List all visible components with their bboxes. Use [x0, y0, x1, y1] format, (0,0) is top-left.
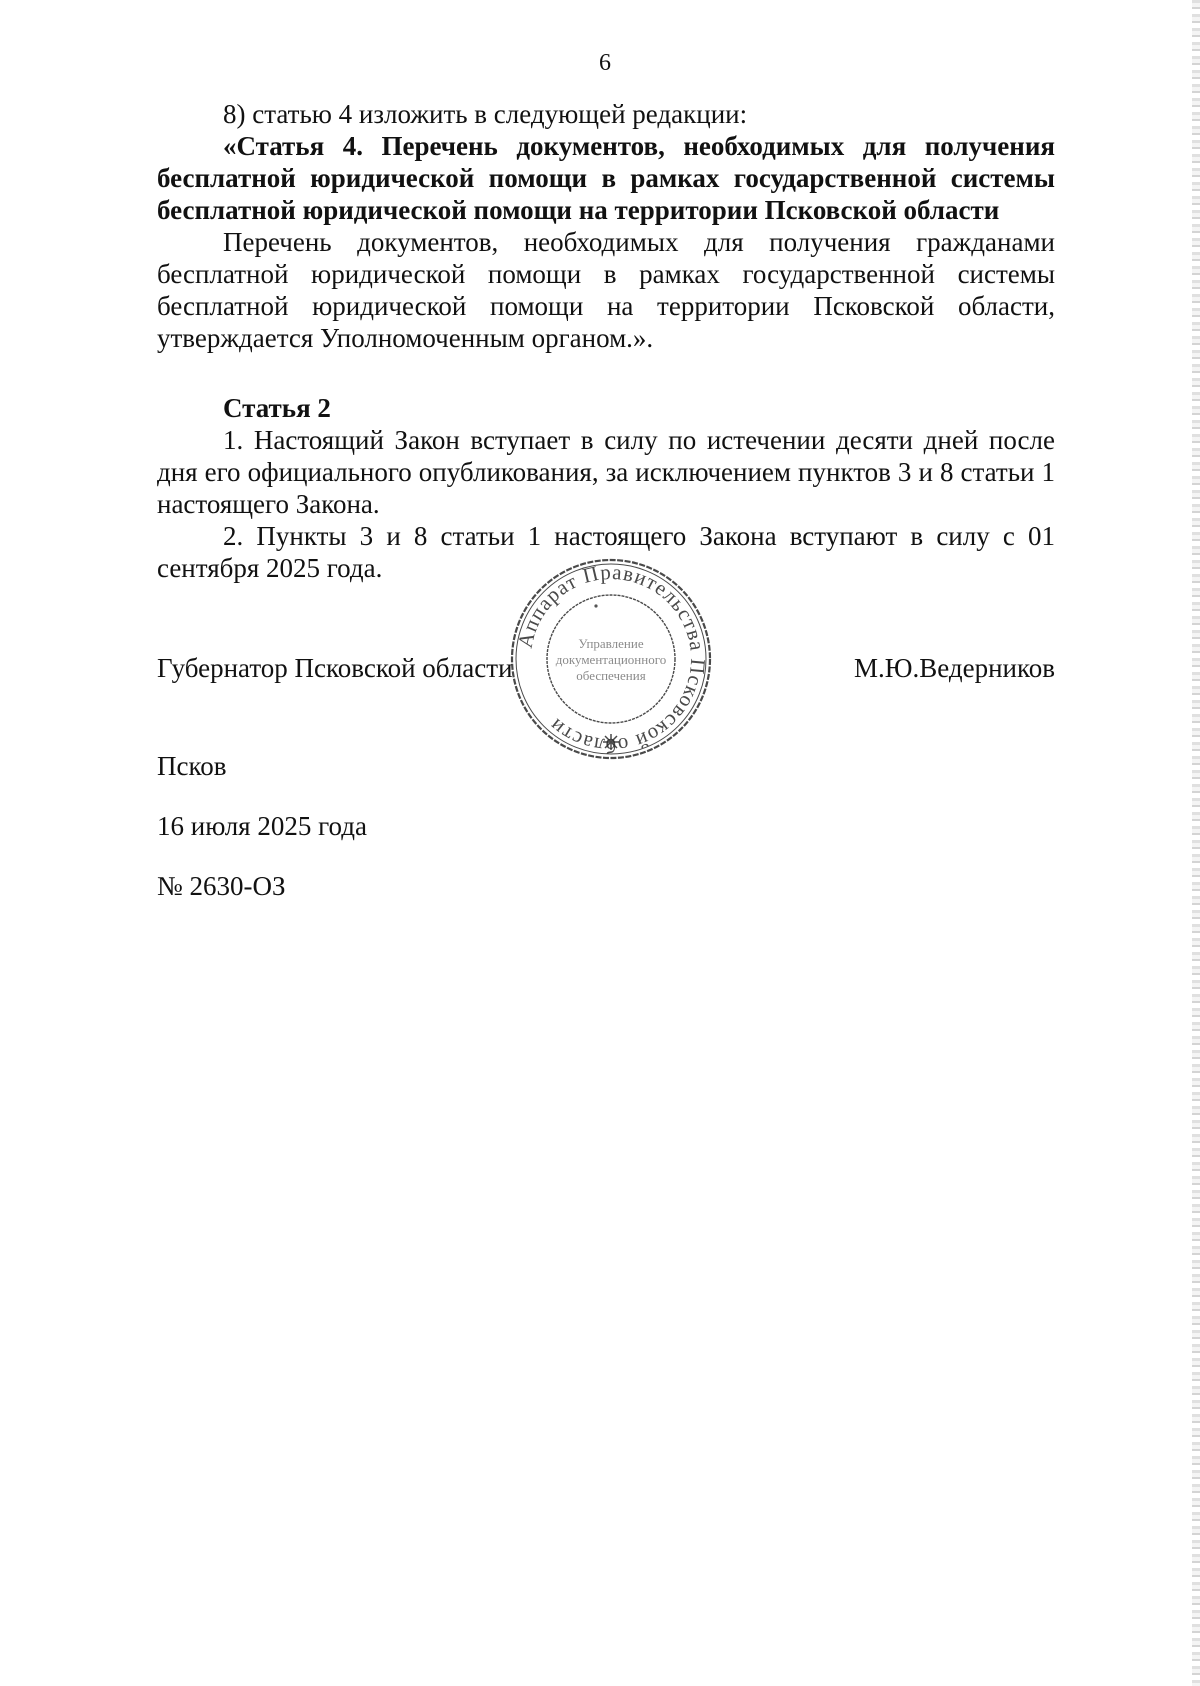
article-2-clause-2: 2. Пункты 3 и 8 статьи 1 настоящего Закона вступают в силу с 01 сентября 2025 года.: [157, 521, 1055, 583]
signatory-position: Губернатор Псковской области: [157, 653, 513, 683]
scan-edge-artifact: [1192, 0, 1200, 1686]
page-number: 6: [599, 50, 611, 76]
official-seal-stamp: [508, 556, 714, 762]
stamp-inner-line-2: документационного: [555, 652, 667, 667]
footer-date: 16 июля 2025 года: [157, 811, 367, 841]
article-4-text: Перечень документов, необходимых для получения гражданами бесплатной юридической помощи в рамках государственной системы бесплатной юридической помощи на территории Псковской области, утверждается Уполномоченным органом.».: [157, 227, 1055, 353]
article-2-clause-1: 1. Настоящий Закон вступает в силу по истечении десяти дней после дня его официального опубликования, за исключением пунктов 3 и 8 статьи 1 настоящего Закона.: [157, 425, 1055, 519]
article-2-heading: Статья 2: [223, 393, 331, 423]
document-body: [157, 98, 1055, 584]
stamp-ring-text: Аппарат Правительства Псковской области: [512, 559, 711, 759]
signatory-name: М.Ю.Ведерников: [853, 653, 1055, 683]
article-4-title: «Статья 4. Перечень документов, необходимых для получения бесплатной юридической помощи в рамках государственной системы бесплатной юридической помощи на территории Псковской области: [157, 131, 1055, 225]
paragraph-amendment-intro: 8) статью 4 изложить в следующей редакции:: [223, 99, 748, 129]
footer-law-number: № 2630-ОЗ: [157, 871, 286, 901]
stamp-inner-line-3: обеспечения: [576, 668, 646, 683]
stamp-dot-icon: [594, 604, 597, 607]
footer-city: Псков: [157, 751, 227, 781]
stamp-inner-line-1: Управление: [578, 636, 644, 651]
stamp-star-icon: [603, 734, 619, 750]
